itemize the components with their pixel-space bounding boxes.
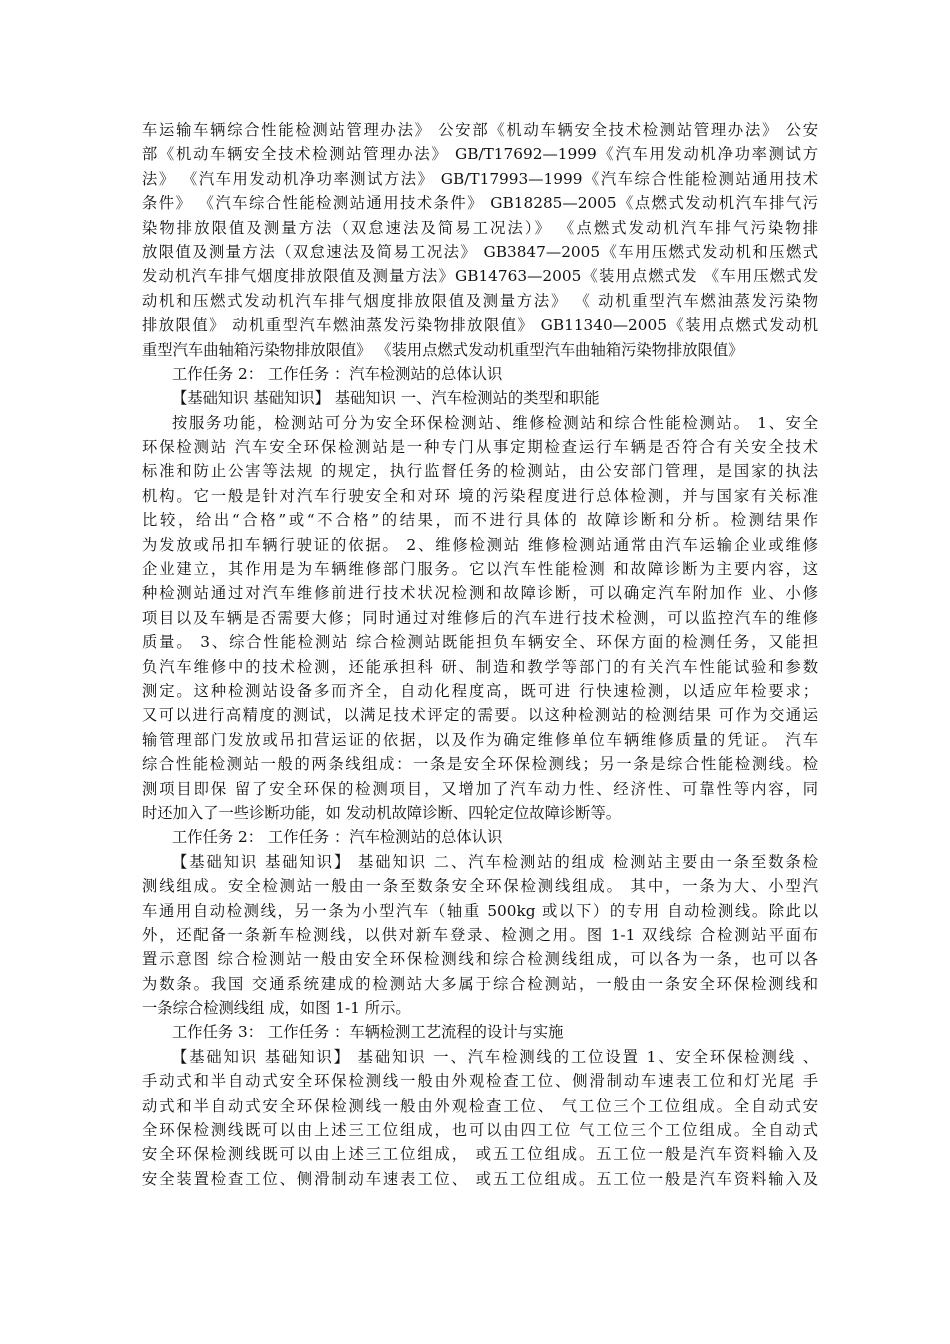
text-line: 车通用自动检测线，另一条为小型汽车（轴重 500kg 或以下）的专用 自动检测线。除此以	[142, 901, 818, 920]
text-line: 环保检测站 汽车安全环保检测站是一种专门从事定期检查运行车辆是否符合有关安全技术	[142, 438, 818, 457]
text-line: 输管理部门发放或吊扣营运证的依据，以及作为确定维修单位车辆维修质量的凭证。 汽车	[142, 730, 818, 749]
text-line: 外，还配备一条新车检测线，以供对新车登录、检测之用。图 1-1 双线综 合检测站平面布	[142, 925, 818, 944]
text-line: 【基础知识 基础知识】 基础知识 一、汽车检测线的工位设置 1、安全环保检测线 、	[172, 1047, 818, 1066]
text-line: 安全环保检测线既可以由上述三工位组成， 或五工位组成。五工位一般是汽车资料输入及	[142, 1145, 818, 1164]
text-line: 按服务功能，检测站可分为安全环保检测站、维修检测站和综合性能检测站。 1、安全	[172, 413, 818, 432]
text-line: 综合性能检测站一般的两条线组成：一条是安全环保检测线；另一条是综合性能检测线。检	[142, 755, 818, 774]
text-line: 质量。 3、综合性能检测站 综合检测站既能担负车辆安全、环保方面的检测任务，又能担	[142, 633, 818, 652]
text-line: 放限值及测量方法（双怠速法及简易工况法》 GB3847—2005《车用压燃式发动机和压燃式	[142, 242, 818, 261]
text-line: 染物排放限值及测量方法（双怠速法及简易工况法）》 《点燃式发动机汽车排气污染物排	[142, 218, 818, 237]
text-line: 动式和半自动式安全环保检测线一般由外观检查工位、 气工位三个工位组成。全自动式安	[142, 1096, 818, 1115]
text-line: 项目以及车辆是否需要大修；同时通过对维修后的汽车进行技术检测，可以监控汽车的维修	[142, 608, 818, 627]
text-line: 【基础知识 基础知识】 基础知识 一、汽车检测站的类型和职能	[172, 389, 600, 408]
text-line: 测线组成。安全检测站一般由一条至数条安全环保检测线组成。 其中，一条为大、小型汽	[142, 877, 818, 896]
text-line: 置示意图 综合检测站一般由安全环保检测线和综合检测线组成，可以各为一条，也可以各	[142, 950, 818, 969]
text-line: 企业建立，其作用是为车辆维修部门服务。它以汽车性能检测 和故障诊断为主要内容，这	[142, 560, 818, 579]
text-line: 负汽车维修中的技术检测，还能承担科 研、制造和教学等部门的有关汽车性能试验和参数	[142, 657, 818, 676]
text-line: 工作任务 2： 工作任务 ：汽车检测站的总体认识	[172, 828, 503, 847]
text-line: 测定。这种检测站设备多而齐全，自动化程度高，既可进 行快速检测，以适应年检要求；	[142, 681, 818, 700]
text-line: 重型汽车曲轴箱污染物排放限值》 《装用点燃式发动机重型汽车曲轴箱污染物排放限值》	[142, 340, 744, 359]
text-line: 条件》 《汽车综合性能检测站通用技术条件》 GB18285—2005《点燃式发动机汽车排气污	[142, 194, 818, 213]
text-line: 【基础知识 基础知识】 基础知识 二、汽车检测站的组成 检测站主要由一条至数条检	[172, 852, 818, 871]
text-line: 部《机动车辆安全技术检测站管理办法》 GB/T17692—1999《汽车用发动机净功率测试方	[142, 145, 818, 164]
text-line: 手动式和半自动式安全环保检测线一般由外观检查工位、侧滑制动车速表工位和灯光尾 手	[142, 1072, 818, 1091]
text-line: 为发放或吊扣车辆行驶证的依据。 2、维修检测站 维修检测站通常由汽车运输企业或维修	[142, 535, 818, 554]
text-line: 发动机汽车排气烟度排放限值及测量方法》GB14763—2005《装用点燃式发 《车用压燃式发	[142, 267, 818, 286]
text-line: 为数条。我国 交通系统建成的检测站大多属于综合检测站，一般由一条安全环保检测线和	[142, 974, 818, 993]
text-line: 安全装置检查工位、侧滑制动车速表工位、 或五工位组成。五工位一般是汽车资料输入及	[142, 1169, 818, 1188]
text-line: 排放限值》 动机重型汽车燃油蒸发污染物排放限值》 GB11340—2005《装用点燃式发动机	[142, 316, 818, 335]
text-line: 一条综合检测线组 成，如图 1-1 所示。	[142, 999, 411, 1018]
text-line: 动机和压燃式发动机汽车排气烟度排放限值及测量方法》 《 动机重型汽车燃油蒸发污染物	[142, 291, 818, 310]
text-line: 比较，给出“合格”或“不合格”的结果，而不进行具体的 故障诊断和分析。检测结果作	[142, 511, 818, 530]
text-line: 车运输车辆综合性能检测站管理办法》 公安部《机动车辆安全技术检测站管理办法》 公安	[142, 121, 818, 139]
text-line: 标准和防止公害等法规 的规定，执行监督任务的检测站，由公安部门管理，是国家的执法	[142, 462, 818, 481]
text-line: 工作任务 3： 工作任务 ：车辆检测工艺流程的设计与实施	[172, 1023, 564, 1042]
text-line: 全环保检测线既可以由上述三工位组成，也可以由四工位 气工位三个工位组成。全自动式	[142, 1121, 818, 1140]
text-line: 测项目即保 留了安全环保的检测项目，又增加了汽车动力性、经济性、可靠性等内容，同	[142, 779, 818, 798]
text-line: 又可以进行高精度的测试，以满足技术评定的需要。以这种检测站的检测结果 可作为交通运	[142, 706, 818, 725]
text-line: 种检测站通过对汽车维修前进行技术状况检测和故障诊断，可以确定汽车附加作 业、小修	[142, 584, 818, 603]
text-line: 工作任务 2： 工作任务 ：汽车检测站的总体认识	[172, 364, 503, 383]
text-line: 机构。它一般是针对汽车行驶安全和对环 境的污染程度进行总体检测，并与国家有关标准	[142, 486, 818, 505]
text-line: 法》 《汽车用发动机净功率测试方法》 GB/T17993—1999《汽车综合性能检测站通用技术	[142, 169, 818, 188]
text-line: 时还加入了一些诊断功能，如 发动机故障诊断、四轮定位故障诊断等。	[142, 803, 622, 822]
document-page	[142, 118, 818, 1191]
